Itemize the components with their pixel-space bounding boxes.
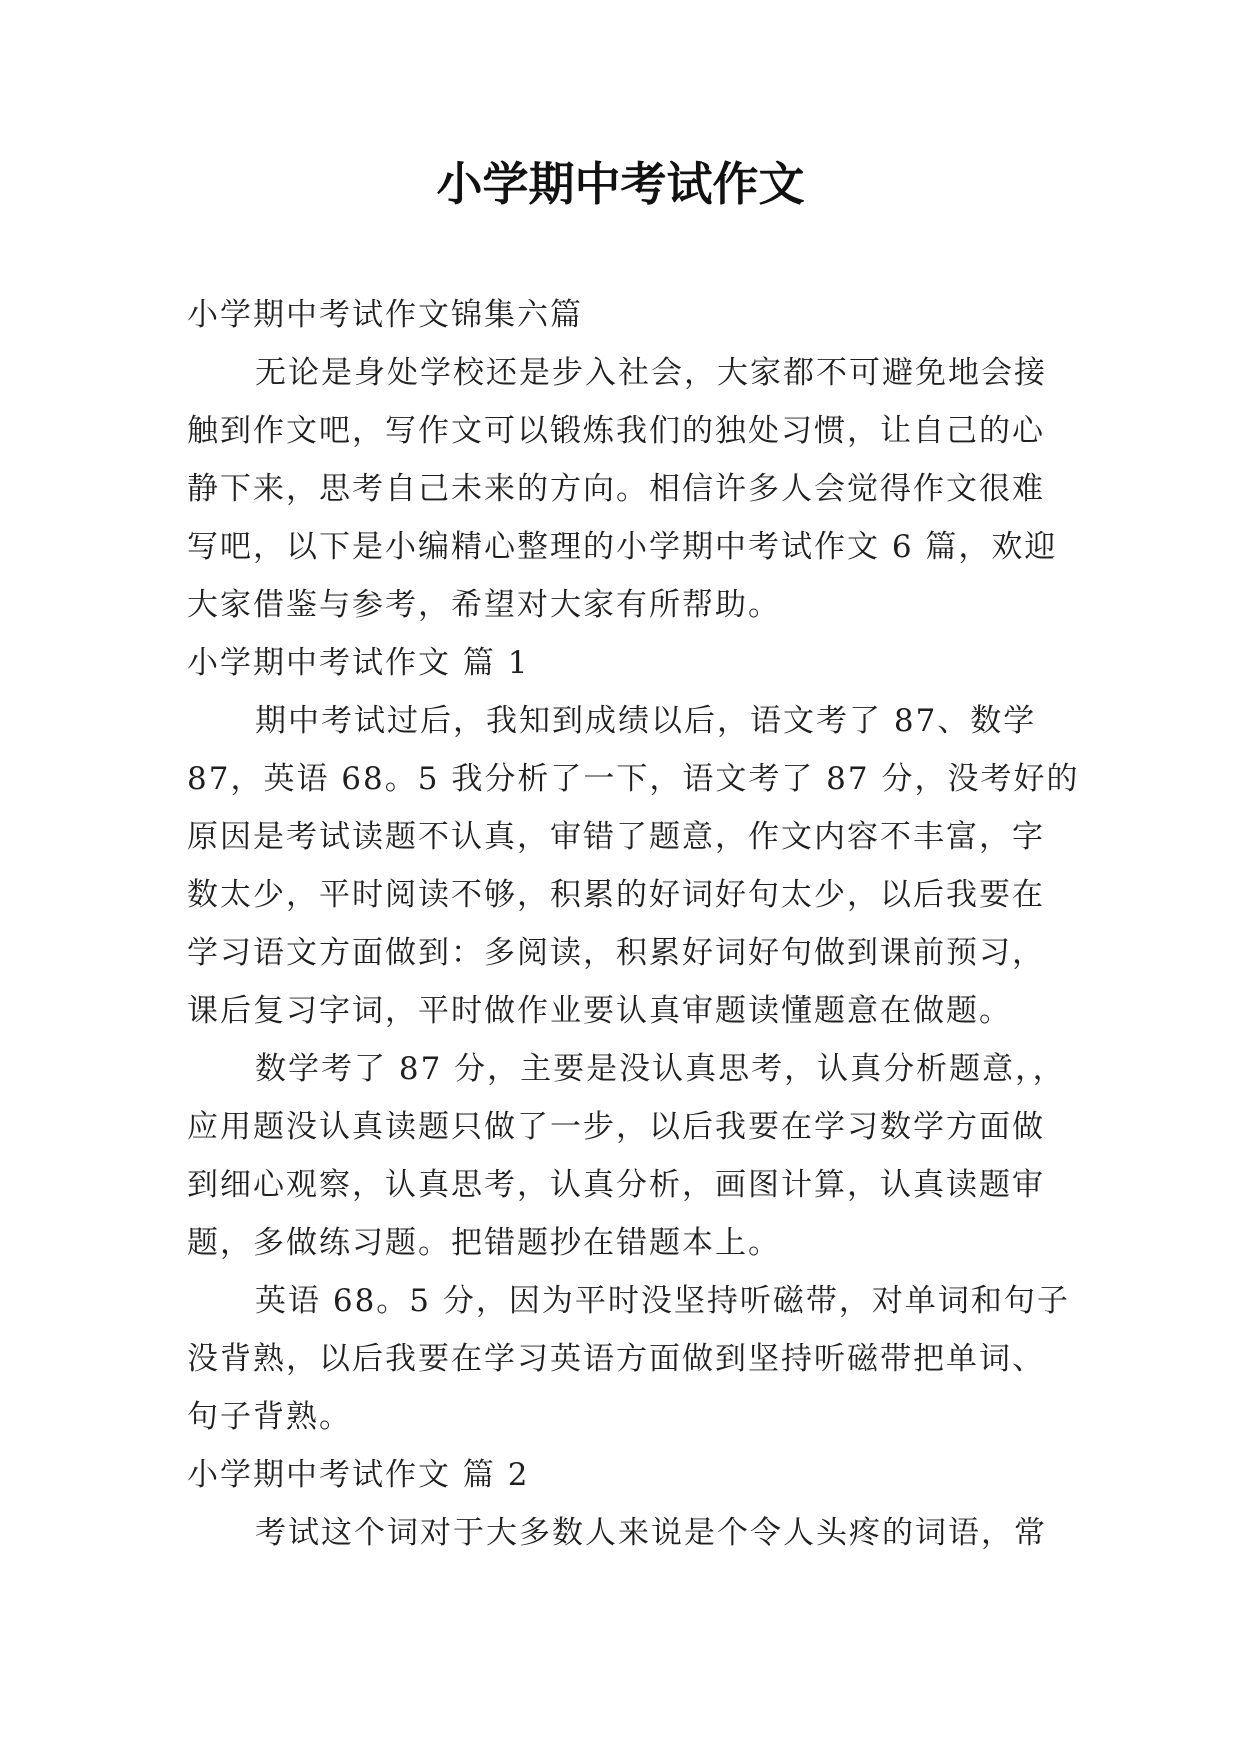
text-line: 87，英语 68。5 我分析了一下，语文考了 87 分，没考好的 [187, 761, 1080, 797]
text-line: 数学考了 87 分，主要是没认真思考，认真分析题意，， [255, 1051, 1066, 1087]
text-line: 小学期中考试作文 篇 1 [187, 645, 530, 681]
text-line: 写吧，以下是小编精心整理的小学期中考试作文 6 篇，欢迎 [187, 529, 1058, 565]
text-line: 原因是考试读题不认真，审错了题意，作文内容不丰富，字 [187, 819, 1045, 855]
text-line: 句子背熟。 [187, 1399, 352, 1435]
text-line: 课后复习字词，平时做作业要认真审题读懂题意在做题。 [187, 993, 1012, 1029]
document-body [187, 286, 1080, 1562]
text-line: 期中考试过后，我知到成绩以后，语文考了 87、数学 [255, 703, 1037, 739]
text-line: 应用题没认真读题只做了一步，以后我要在学习数学方面做 [187, 1109, 1045, 1145]
text-line: 考试这个词对于大多数人来说是个令人头疼的词语，常 [255, 1515, 1047, 1551]
document-title: 小学期中考试作文 [436, 157, 805, 211]
text-line: 到细心观察，认真思考，认真分析，画图计算，认真读题审 [187, 1167, 1045, 1203]
text-line: 静下来，思考自己未来的方向。相信许多人会觉得作文很难 [187, 471, 1045, 507]
text-line: 没背熟，以后我要在学习英语方面做到坚持听磁带把单词、 [187, 1341, 1045, 1377]
text-line: 触到作文吧，写作文可以锻炼我们的独处习惯，让自己的心 [187, 413, 1045, 449]
text-line: 学习语文方面做到：多阅读，积累好词好句做到课前预习， [187, 935, 1045, 971]
text-line: 题，多做练习题。把错题抄在错题本上。 [187, 1225, 781, 1261]
text-line: 小学期中考试作文 篇 2 [187, 1457, 530, 1493]
text-line: 大家借鉴与参考，希望对大家有所帮助。 [187, 587, 781, 623]
text-line: 无论是身处学校还是步入社会，大家都不可避免地会接 [255, 355, 1047, 391]
text-line: 数太少，平时阅读不够，积累的好词好句太少，以后我要在 [187, 877, 1045, 913]
text-line: 小学期中考试作文锦集六篇 [187, 297, 583, 333]
text-line: 英语 68。5 分，因为平时没坚持听磁带，对单词和句子 [255, 1283, 1070, 1319]
